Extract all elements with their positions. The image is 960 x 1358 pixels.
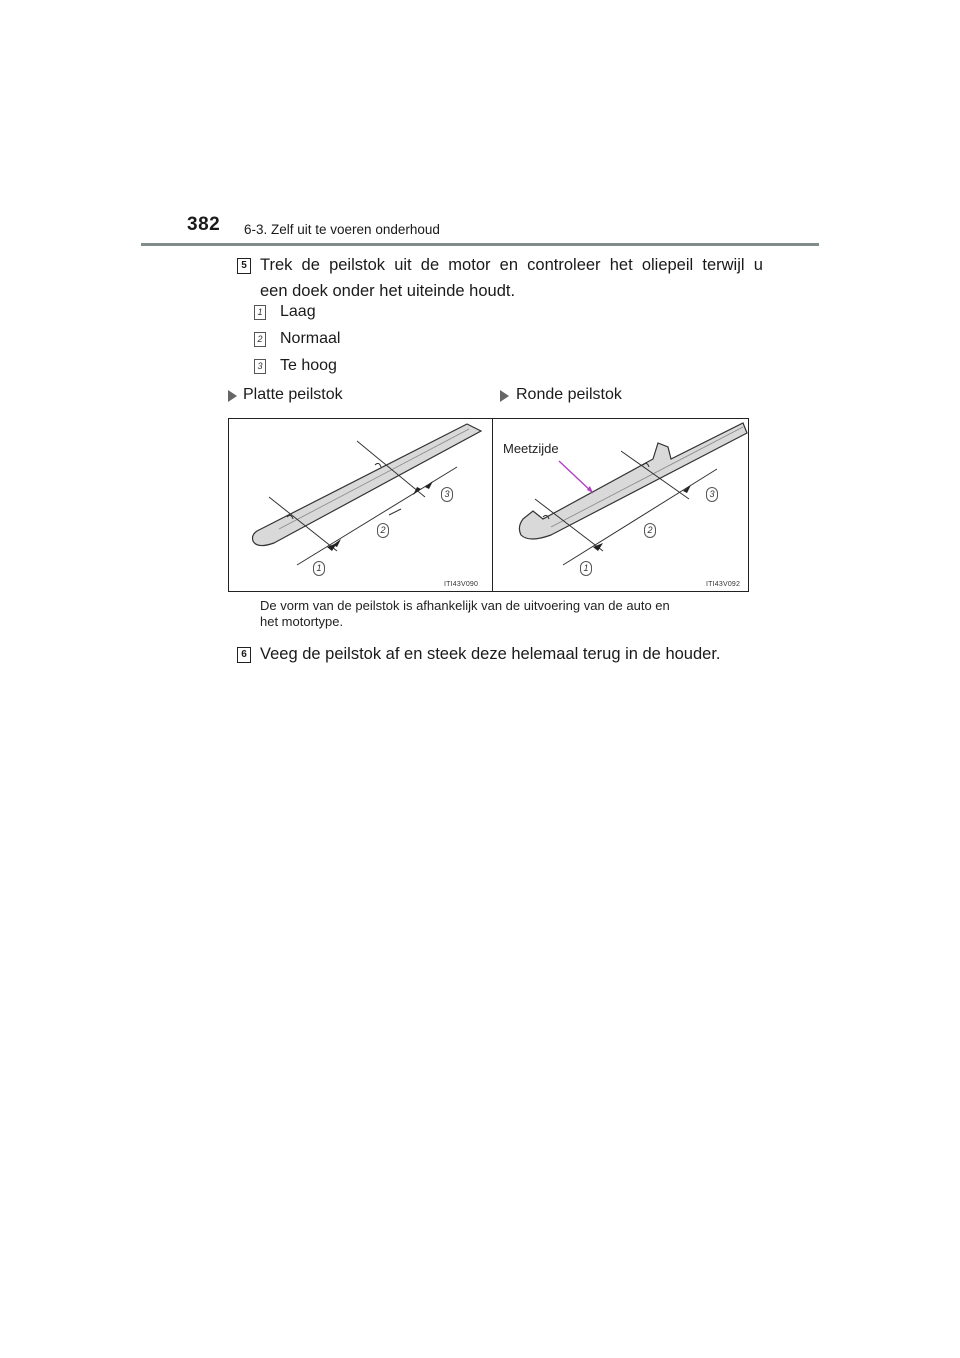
measuring-side-callout: Meetzijde bbox=[503, 441, 559, 456]
caption-line1: De vorm van de peilstok is afhankelijk van de uitvoering van de auto en bbox=[260, 598, 670, 613]
round-marker-3: 3 bbox=[706, 487, 718, 502]
step-6-badge: 6 bbox=[237, 647, 251, 663]
section-title: 6-3. Zelf uit te voeren onderhoud bbox=[244, 222, 440, 237]
flat-marker-2: 2 bbox=[377, 523, 389, 538]
round-marker-1: 1 bbox=[580, 561, 592, 576]
round-image-code: ITI43V092 bbox=[706, 581, 741, 588]
page-number: 382 bbox=[187, 214, 221, 235]
flat-dipstick-shape bbox=[253, 424, 482, 546]
bullet-triangle-icon bbox=[228, 390, 237, 402]
flat-dipstick-label: Platte peilstok bbox=[243, 386, 343, 403]
flat-image-code: ITI43V090 bbox=[444, 581, 479, 588]
step-5-badge: 5 bbox=[237, 258, 251, 274]
bullet-triangle-icon bbox=[500, 390, 509, 402]
flat-dipstick-illustration bbox=[229, 419, 491, 591]
flat-marker-1: 1 bbox=[313, 561, 325, 576]
round-dipstick-label: Ronde peilstok bbox=[516, 386, 622, 403]
step-5-text bbox=[260, 252, 763, 304]
step-5-text-line2: een doek onder het uiteinde houdt. bbox=[260, 282, 516, 300]
caption-line2: het motortype. bbox=[260, 614, 344, 629]
step-5-text-line1: Trek de peilstok uit de motor en controleer het oliepeil terwijl u bbox=[260, 256, 763, 274]
item-2-number: 2 bbox=[254, 332, 266, 347]
item-3-number: 3 bbox=[254, 359, 266, 374]
round-marker-2: 2 bbox=[644, 523, 656, 538]
flat-marker-3: 3 bbox=[441, 487, 453, 502]
item-2-label: Normaal bbox=[280, 330, 341, 347]
item-1-label: Laag bbox=[280, 303, 316, 320]
step-6-text: Veeg de peilstok af en steek deze helemaal terug in de houder. bbox=[260, 645, 721, 663]
item-1-number: 1 bbox=[254, 305, 266, 320]
item-3-label: Te hoog bbox=[280, 357, 337, 374]
figure-caption bbox=[260, 598, 760, 630]
header-divider bbox=[141, 243, 819, 246]
